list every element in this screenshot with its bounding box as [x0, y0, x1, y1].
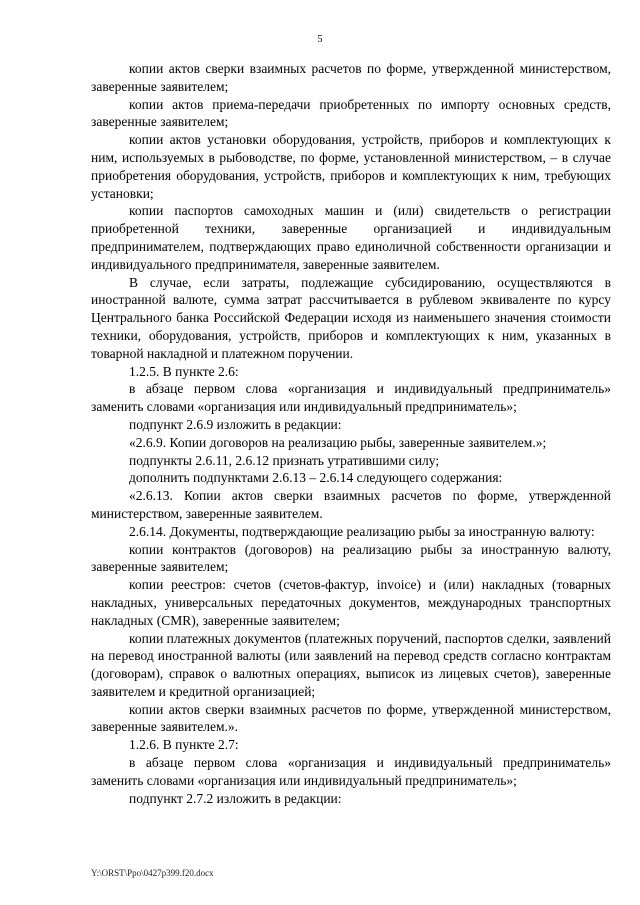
paragraph: В случае, если затраты, подлежащие субсидированию, осуществляются в иностранной валюте, сумма затрат рассчитывается в рублевом эквиваленте по курсу Центрального банка Российской Федерации исходя из наименьшего значения стоимости техники, оборудования, устройств, приборов и комплектующих к ним, указанных в товарной накладной и платежном поручении.	[91, 274, 611, 361]
paragraph: в абзаце первом слова «организация и индивидуальный предприниматель» заменить словами «организация или индивидуальный предприниматель»;	[91, 381, 611, 415]
paragraph: копии реестров: счетов (счетов-фактур, invoice) и (или) накладных (товарных накладных, универсальных передаточных документов, международных транспортных накладных (CMR), заверенные заявителем;	[91, 577, 611, 628]
paragraph: копии актов установки оборудования, устройств, приборов и комплектующих к ним, используемых в рыбоводстве, по форме, установленной министерством, – в случае приобретения оборудования, устройств, приборов и комплектующих к ним, требующих установки;	[91, 132, 611, 201]
paragraph: подпункт 2.7.2 изложить в редакции:	[129, 790, 342, 806]
paragraph: копии актов сверки взаимных расчетов по форме, утвержденной министерством, заверенные заявителем;	[91, 61, 611, 94]
paragraph: 2.6.14. Документы, подтверждающие реализацию рыбы за иностранную валюту:	[129, 523, 595, 539]
paragraph: копии актов приема-передачи приобретенных по импорту основных средств, заверенные заявителем;	[91, 96, 611, 130]
paragraph: копии платежных документов (платежных поручений, паспортов сделки, заявлений на перевод иностранной валюты (или заявлений на перевод средств согласно контрактам (договорам), справок о валютных операциях, выписок из лицевых счетов), заверенные заявителем и кредитной организацией;	[91, 630, 611, 699]
paragraph: копии контрактов (договоров) на реализацию рыбы за иностранную валюту, заверенные заявителем;	[91, 541, 611, 575]
document-body	[91, 60, 611, 807]
paragraph: «2.6.13. Копии актов сверки взаимных расчетов по форме, утвержденной министерством, заверенные заявителем.	[91, 488, 611, 521]
paragraph: в абзаце первом слова «организация и индивидуальный предприниматель» заменить словами «организация или индивидуальный предприниматель»;	[91, 755, 611, 788]
paragraph: подпункт 2.6.9 изложить в редакции:	[129, 416, 342, 432]
paragraph: копии актов сверки взаимных расчетов по форме, утвержденной министерством, заверенные заявителем.».	[91, 701, 611, 735]
paragraph: подпункты 2.6.11, 2.6.12 признать утратившими силу;	[129, 452, 440, 468]
page-number: 5	[317, 34, 323, 45]
section-heading: 1.2.6. В пункте 2.7:	[129, 737, 239, 753]
paragraph: дополнить подпунктами 2.6.13 – 2.6.14 следующего содержания:	[129, 470, 503, 486]
paragraph: «2.6.9. Копии договоров на реализацию рыбы, заверенные заявителем.»;	[129, 434, 547, 450]
paragraph: копии паспортов самоходных машин и (или) свидетельств о регистрации приобретенной техники, заверенные организацией и индивидуальным предпринимателем, подтверждающих право единоличной собственности организации и индивидуального предпринимателя, заверенные заявителем.	[91, 203, 611, 272]
section-heading: 1.2.5. В пункте 2.6:	[129, 363, 239, 379]
footer-file-path: Y:\ORST\Ppo\0427p399.f20.docx	[91, 868, 214, 878]
